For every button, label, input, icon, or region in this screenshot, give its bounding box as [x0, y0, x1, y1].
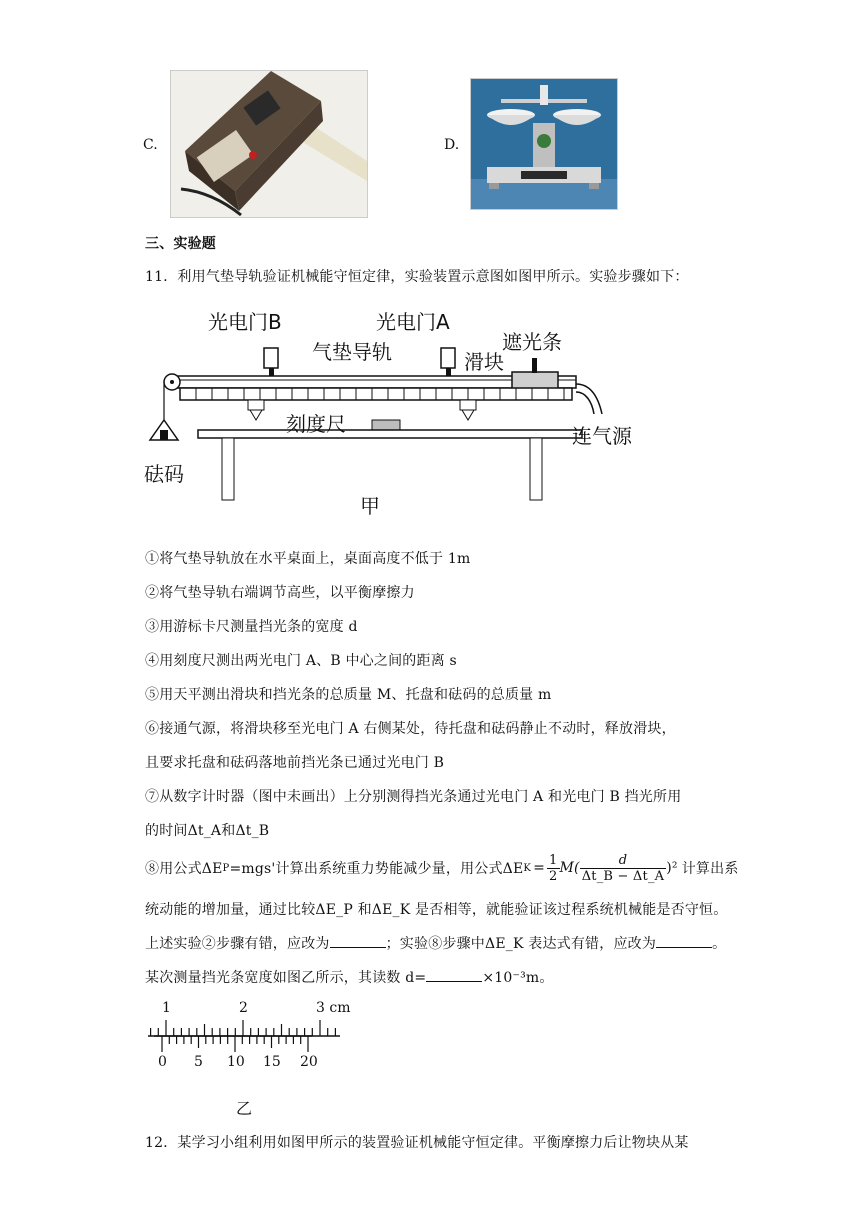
figure-jia-caption: 甲: [360, 494, 380, 518]
step-6-cont: 且要求托盘和砝码落地前挡光条已通过光电门 B: [145, 755, 445, 771]
figure-jia: [140, 300, 660, 520]
vernier-label-5: 5: [194, 1054, 203, 1070]
step8-mid1: =mgs'计算出系统重力势能减少量，用公式ΔE: [229, 861, 524, 877]
option-d-label: D.: [444, 137, 460, 153]
formula-fraction: $\frac{d}{\Delta t\_B - \Delta t\_A}$: [581, 852, 665, 884]
step-5: ⑤用天平测出滑块和挡光条的总质量 M、托盘和砝码的总质量 m: [145, 687, 552, 703]
vernier-label-15: 15: [263, 1054, 281, 1070]
formula-close: )²: [666, 860, 678, 876]
label-slider: 滑块: [464, 350, 504, 374]
step-4: ④用刻度尺测出两光电门 A、B 中心之间的距离 s: [145, 653, 457, 669]
q11-intro: 11．利用气垫导轨验证机械能守恒定律，实验装置示意图如图甲所示。实验步骤如下：: [145, 269, 689, 285]
step-1: ①将气垫导轨放在水平桌面上，桌面高度不低于 1m: [145, 551, 471, 567]
step-8: ⑧用公式ΔE P =mgs'计算出系统重力势能减少量，用公式ΔE K = $\frac{1}{2}$ M( $\frac{d}{\Delta t\_B - \Delta t\_A}$ )² 计算出系: [145, 852, 739, 884]
main-scale-label-3: 3 cm: [316, 1000, 351, 1016]
step-8-cont: 统动能的增加量，通过比较ΔE_P 和ΔE_K 是否相等，就能验证该过程系统机械能是否守恒。: [145, 902, 728, 918]
corrections-text-3: 。: [712, 936, 727, 952]
option-c-label: C.: [143, 137, 158, 153]
label-ruler: 刻度尺: [286, 412, 346, 436]
section-heading: 三、实验题: [145, 236, 216, 252]
step8-mid2: 计算出系: [681, 861, 739, 877]
step-7-cont: 的时间Δt_A和Δt_B: [145, 823, 270, 839]
vernier-label-20: 20: [300, 1054, 318, 1070]
step8-prefix: ⑧用公式ΔE: [145, 861, 223, 877]
option-c-photo: [170, 70, 368, 218]
answer-blank-3[interactable]: [426, 969, 482, 982]
question-line-corrections: [145, 933, 726, 953]
figure-yi-caption: 乙: [236, 1099, 253, 1118]
label-shade-strip: 遮光条: [502, 330, 562, 354]
label-gate-b: 光电门B: [208, 310, 282, 334]
step-6: ⑥接通气源，将滑块移至光电门 A 右侧某处，待托盘和砝码静止不动时，释放滑块，: [145, 721, 676, 737]
label-gate-a: 光电门A: [376, 310, 450, 334]
step-7: ⑦从数字计时器（图中未画出）上分别测得挡光条通过光电门 A 和光电门 B 挡光所用: [145, 789, 682, 805]
label-air-source: 连气源: [572, 424, 632, 448]
label-weight: 砝码: [144, 462, 184, 486]
question-line-reading: [145, 967, 554, 987]
reading-text-2: ×10⁻³m。: [482, 970, 554, 986]
option-d-photo: [470, 78, 618, 210]
step-2: ②将气垫导轨右端调节高些，以平衡摩擦力: [145, 585, 415, 601]
vernier-label-10: 10: [227, 1054, 245, 1070]
corrections-text-2: ；实验⑧步骤中ΔE_K 表达式有错，应改为: [385, 936, 657, 952]
reading-text-1: 某次测量挡光条宽度如图乙所示，其读数 d=: [145, 970, 427, 986]
vernier-label-0: 0: [158, 1054, 167, 1070]
answer-blank-2[interactable]: [656, 935, 712, 948]
figure-yi-vernier: [140, 998, 380, 1118]
q12-intro: 12．某学习小组利用如图甲所示的装置验证机械能守恒定律。平衡摩擦力后让物块从某: [145, 1135, 689, 1151]
label-air-track: 气垫导轨: [312, 340, 392, 364]
formula-half: $\frac{1}{2}$: [549, 852, 558, 884]
step8-k-sub: K: [523, 862, 532, 874]
step-3: ③用游标卡尺测量挡光条的宽度 d: [145, 619, 358, 635]
formula-m: M(: [559, 860, 580, 876]
main-scale-label-2: 2: [239, 1000, 248, 1016]
step8-p-sub: P: [222, 862, 230, 874]
corrections-text-1: 上述实验②步骤有错，应改为: [145, 936, 330, 952]
answer-blank-1[interactable]: [330, 935, 386, 948]
main-scale-label-1: 1: [162, 1000, 171, 1016]
